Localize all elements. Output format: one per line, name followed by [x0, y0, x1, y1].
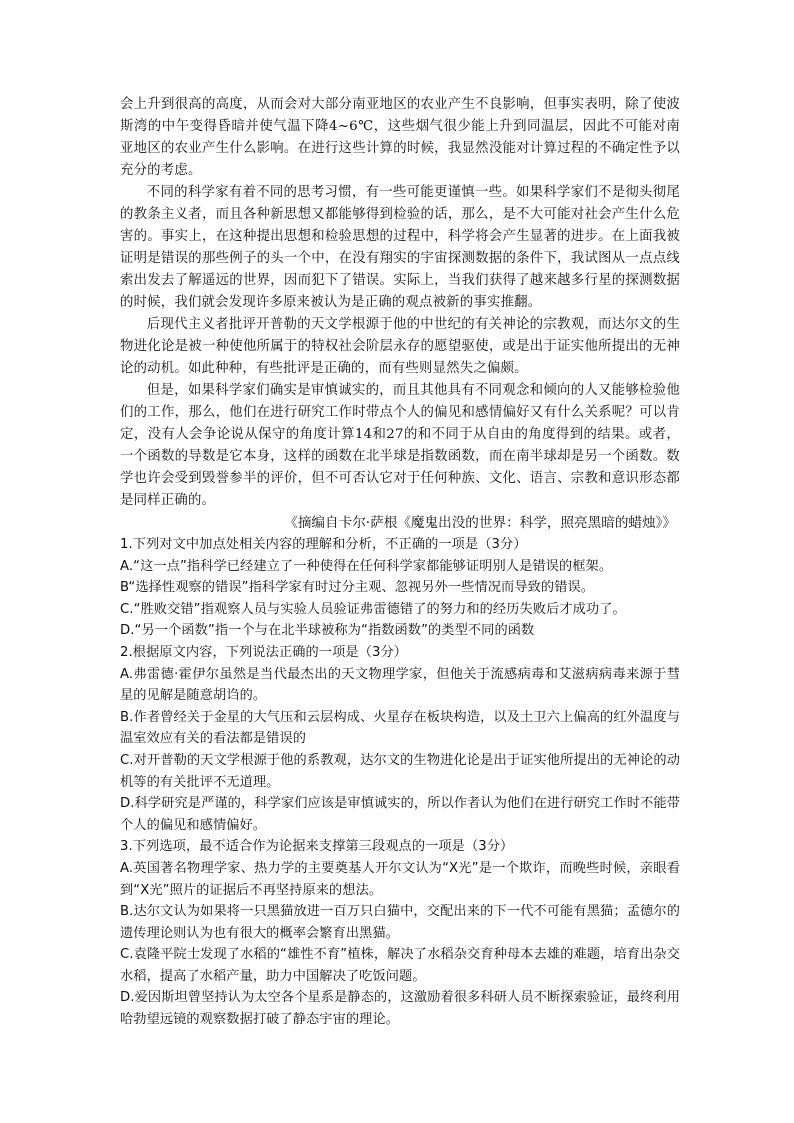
- question-stem: 1.下列对文中加点处相关内容的理解和分析，不正确的一项是（3分）: [120, 537, 527, 552]
- passage-paragraph-2: 不同的科学家有着不同的思考习惯，有一些可能更谨慎一些。如果科学家们不是彻头彻尾的教条主义者，而且各种新思想又都能够得到检验的话，那么，是不大可能对社会产生什么危害的。事实上，在这种提出思想和检验思想的过程中，科学将会产生显著的进步。在上面我被证明是错误的那些例子的头一个中，在没有翔实的宇宙探测数据的条件下，我试图从一点点线索出发去了解遥远的世界，因而犯下了错误。实际上，当我们获得了越来越多行星的探测数据的时候，我们就会发现许多原来被认为是正确的观点被新的事实推翻。: [120, 185, 680, 310]
- option-b: B“选择性观察的错误”指科学家有时过分主观、忽视另外一些情况而导致的错误。: [120, 580, 595, 596]
- passage-paragraph-4: 但是，如果科学家们确实是审慎诚实的，而且其他具有不同观念和倾向的人又能够检验他们的工作，那么，他们在进行研究工作时带点个人的偏见和感情偏好又有什么关系呢？可以肯定，没有人会争论说从保守的角度计算14和27的和不同于从自由的角度得到的结果。或者，一个函数的导数是它本身，这样的函数在北半球是指数函数，而在南半球却是另一个函数。数学也许会受到毁誉参半的评价，但不可否认它对于任何种族、文化、语言、宗教和意识形态都是同样正确的。: [120, 383, 680, 508]
- option-a: A.弗雷德·霍伊尔虽然是当代最杰出的天文物理学家，但他关于流感病毒和艾滋病病毒来源于彗星的见解是随意胡诌的。: [120, 666, 680, 704]
- option-c: C.“胜败交错”指观察人员与实验人员验证弗雷德错了的努力和的经历失败后才成功了。: [120, 601, 626, 617]
- passage-paragraph-3: 后现代主义者批评开普勒的天文学根源于他的中世纪的有关神论的宗教观，而达尔文的生物进化论是被一种使他所属于的特权社会阶层永存的愿望驱使，或是出于证实他所提出的无神论的动机。如此种种，有些批评是正确的，而有些则显然失之偏颇。: [120, 317, 680, 376]
- question-stem: 2.根据原文内容，下列说法正确的一项是（3分）: [120, 644, 408, 660]
- option-c: C.对开普勒的天文学根源于他的系教观，达尔文的生物进化论是出于证实他所提出的无神论的动机等的有关批评不无道理。: [120, 752, 680, 790]
- option-d: D.科学研究是严谨的，科学家们应该是审慎诚实的，所以作者认为他们在进行研究工作时不能带个人的偏见和感情偏好。: [120, 796, 680, 833]
- passage-source: 《摘编自卡尔·萨根《魔鬼出没的世界：科学，照亮黑暗的蜡烛》》: [284, 515, 676, 531]
- question-1: [120, 534, 680, 642]
- question-2: [120, 642, 680, 836]
- option-c: C.袁隆平院士发现了水稻的“雄性不育”植株，解决了水稻杂交育种母本去雄的难题，培育出杂交水稻，提高了水稻产量，助力中国解决了吃饭问题。: [120, 947, 680, 984]
- option-a: A.“这一点”指科学已经建立了一种使得在任何科学家都能够证明别人是错误的框架。: [120, 558, 613, 574]
- question-stem: 3.下列选项，最不适合作为论据来支撑第三段观点的一项是（3分）: [120, 839, 514, 855]
- page-content: [120, 94, 680, 1031]
- option-b: B.达尔文认为如果将一只黑猫放进一百万只白猫中，交配出来的下一代不可能有黑猫；孟德尔的遗传理论则认为也有很大的概率会繁育出黑猫。: [120, 904, 680, 941]
- option-d: D.“另一个函数”指一个与在北半球被称为“指数函数”的类型不同的函数: [120, 623, 535, 639]
- option-b: B.作者曾经关于金星的大气压和云层构成、火星存在板块构造，以及土卫六上偏高的红外温度与温室效应有关的看法都是错误的: [120, 709, 680, 747]
- passage-paragraph-1: 会上升到很高的高度，从而会对大部分南亚地区的农业产生不良影响，但事实表明，除了使波斯湾的中午变得昏暗并使气温下降4~6℃，这些烟气很少能上升到同温层，因此不可能对南亚地区的农业产生什么影响。在进行这些计算的时候，我显然没能对计算过程的不确定性予以充分的考虑。: [120, 97, 680, 178]
- question-3: [120, 836, 680, 1030]
- option-a: A.英国著名物理学家、热力学的主要奠基人开尔文认为“X光”是一个欺诈，而晚些时候，亲眼看到“X光”照片的证据后不再坚持原来的想法。: [120, 860, 680, 898]
- option-d: D.爱因斯坦曾坚持认为太空各个星系是静态的，这激励着很多科研人员不断探索验证，最终利用哈勃望远镜的观察数据打破了静态宇宙的理论。: [120, 990, 680, 1028]
